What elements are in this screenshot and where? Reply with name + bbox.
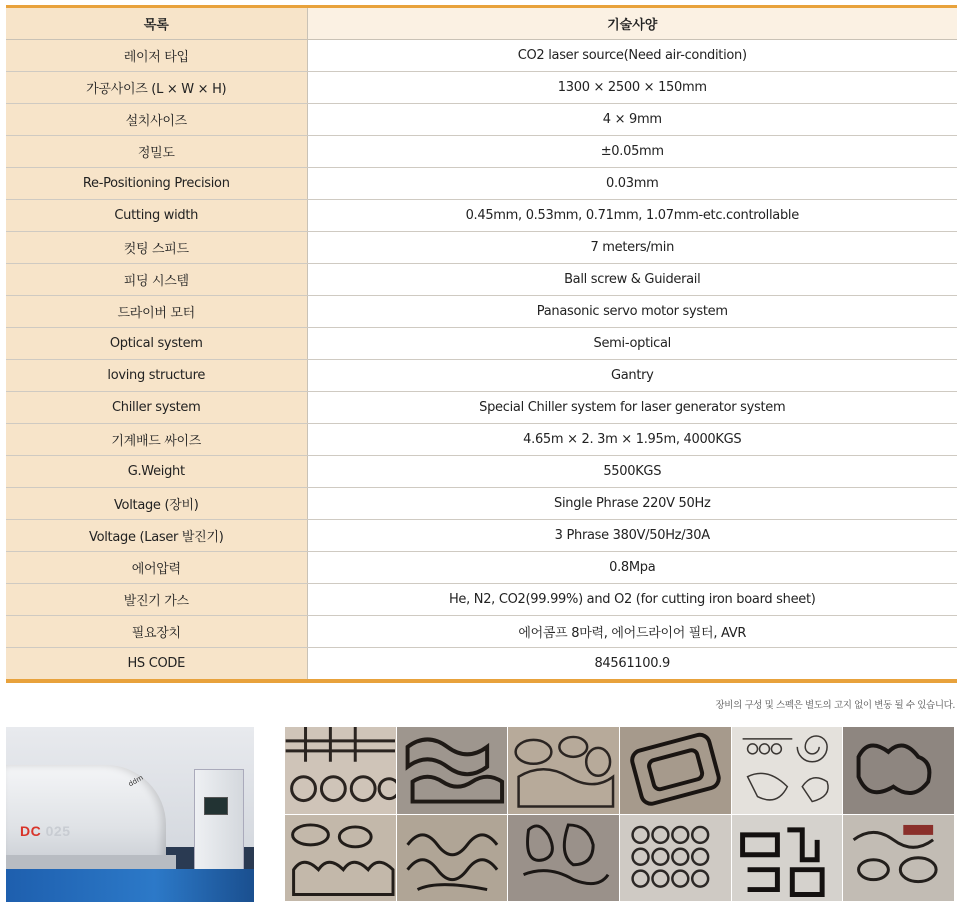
table-row [6,264,957,296]
sample-photo [508,727,620,815]
machine-photo [6,727,254,902]
spec-value: 7 meters/min [307,232,957,264]
table-row [6,520,957,552]
spec-value: ±0.05mm [307,136,957,168]
spec-label: 정밀도 [6,136,307,168]
sample-photo [397,727,509,815]
table-row [6,40,957,72]
spec-label: 설치사이즈 [6,104,307,136]
table-row [6,328,957,360]
table-row [6,296,957,328]
spec-value: CO2 laser source(Need air-condition) [307,40,957,72]
spec-value: Gantry [307,360,957,392]
control-screen [204,797,228,815]
spec-label: Cutting width [6,200,307,232]
table-row [6,72,957,104]
table-row [6,392,957,424]
spec-label: Voltage (Laser 발진기) [6,520,307,552]
table-row [6,104,957,136]
table-header-row [6,7,957,40]
spec-label: Chiller system [6,392,307,424]
header-col-list: 목록 [6,7,307,40]
disclaimer-note: 장비의 구성 및 스펙은 별도의 고지 없이 변동 될 수 있습니다. [715,700,955,711]
sample-photo [732,727,844,815]
spec-label: Voltage (장비) [6,488,307,520]
spec-label: 드라이버 모터 [6,296,307,328]
spec-value: Single Phrase 220V 50Hz [307,488,957,520]
cut-samples-gallery [285,727,955,902]
spec-label: 가공사이즈 (L × W × H) [6,72,307,104]
spec-value: 0.03mm [307,168,957,200]
table-row [6,552,957,584]
table-row [6,648,957,682]
spec-value: 84561100.9 [307,648,957,682]
spec-label: Re-Positioning Precision [6,168,307,200]
sample-photo [620,727,732,815]
spec-label: loving structure [6,360,307,392]
table-row [6,584,957,616]
spec-label: 컷팅 스피드 [6,232,307,264]
table-row [6,488,957,520]
table-row [6,200,957,232]
sample-photo [397,815,509,903]
sample-photo [285,815,397,903]
spec-label: HS CODE [6,648,307,682]
spec-value: 4 × 9mm [307,104,957,136]
spec-value: 1300 × 2500 × 150mm [307,72,957,104]
sample-photo [843,815,955,903]
table-row [6,168,957,200]
sample-photo [285,727,397,815]
spec-label: Optical system [6,328,307,360]
table-row [6,136,957,168]
spec-value: 3 Phrase 380V/50Hz/30A [307,520,957,552]
spec-label: 필요장치 [6,616,307,648]
sample-photo [620,815,732,903]
machine-model-label: DC 025 [20,823,71,839]
spec-label: 레이저 타입 [6,40,307,72]
spec-value: 0.8Mpa [307,552,957,584]
table-row [6,616,957,648]
spec-label: G.Weight [6,456,307,488]
table-row [6,360,957,392]
sample-photo [508,815,620,903]
spec-value: Semi-optical [307,328,957,360]
table-row [6,456,957,488]
spec-value: Panasonic servo motor system [307,296,957,328]
spec-value: 5500KGS [307,456,957,488]
spec-value: 4.65m × 2. 3m × 1.95m, 4000KGS [307,424,957,456]
machine-brand: ddm [127,773,145,789]
spec-value: 0.45mm, 0.53mm, 0.71mm, 1.07mm-etc.controllable [307,200,957,232]
sample-photo [843,727,955,815]
spec-label: 피딩 시스템 [6,264,307,296]
spec-label: 발진기 가스 [6,584,307,616]
spec-value: Special Chiller system for laser generator system [307,392,957,424]
spec-label: 기계배드 싸이즈 [6,424,307,456]
control-cabinet [194,769,244,881]
table-row [6,232,957,264]
sample-photo [732,815,844,903]
spec-value: 에어콤프 8마력, 에어드라이어 필터, AVR [307,616,957,648]
table-row [6,424,957,456]
spec-label: 에어압력 [6,552,307,584]
spec-table [6,5,957,683]
spec-value: He, N2, CO2(99.99%) and O2 (for cutting iron board sheet) [307,584,957,616]
spec-value: Ball screw & Guiderail [307,264,957,296]
table-body [6,40,957,682]
header-col-spec: 기술사양 [307,7,957,40]
